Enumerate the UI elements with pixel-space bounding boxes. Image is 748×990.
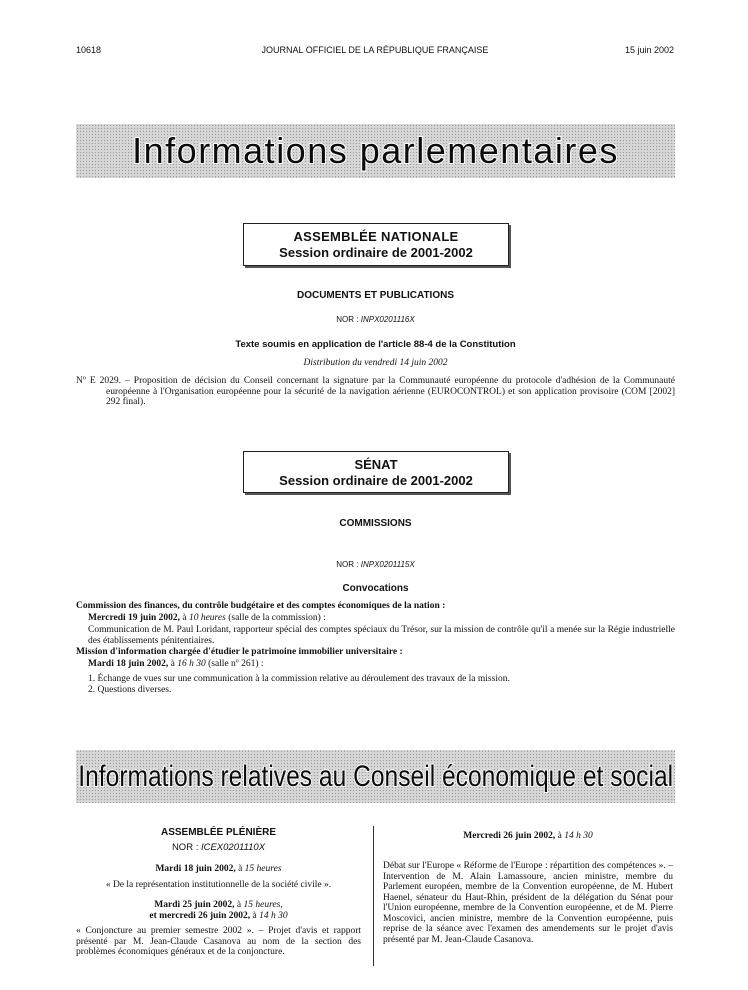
mission-item: 2. Questions diverses. — [88, 685, 172, 695]
session-subject: « Conjoncture au premier semestre 2002 ». – Projet d'avis et rapport présenté par M. Jean-Claude Casanova au nom de la section des problèmes économiques généraux et de la conjoncture. — [76, 926, 361, 957]
session-date: et mercredi 26 juin 2002, à 14 h 30 — [149, 911, 288, 921]
document-item: Nº E 2029. – Proposition de décision du Conseil concernant la signature par la Communauté européenne du protocole d'adhésion de la Communauté européenne à l'Organisation européenne pour la sécurité de la navigation aérienne (EUROCONTROL) et son application provisoire (COM [2002] 292 final). — [76, 376, 675, 407]
commission-date: Mercredi 19 juin 2002, à 10 heures (salle de la commission) : — [88, 613, 326, 623]
texte-heading: Texte soumis en application de l'article 88-4 de la Constitution — [235, 339, 516, 350]
session-date: Mercredi 26 juin 2002, à 14 h 30 — [463, 831, 593, 841]
assemblee-session: Session ordinaire de 2001-2002 — [279, 245, 473, 260]
nor-reference: NOR : INPX0201115X — [336, 560, 415, 569]
senat-session: Session ordinaire de 2001-2002 — [279, 473, 473, 488]
senat-title: SÉNAT — [354, 457, 398, 472]
mission-date: Mardi 18 juin 2002, à 16 h 30 (salle nº 261) : — [88, 659, 264, 669]
session-subject: Débat sur l'Europe « Réforme de l'Europe : répartition des compétences ». – Intervention de M. Alain Lamassoure, ancien ministre, membre du Parlement européen, membre de la Convention européenne, de M. Hubert Haenel, sénateur du Haut-Rhin, président de la délégation du Sénat pour l'Union européenne, membre de la Convention européenne, et de M. Pierre Moscovici, ancien ministre, membre de la Convention européenne, puis reprise de la séance avec l'examen des amendements sur le projet d'avis présenté par M. Jean-Claude Casanova. — [383, 861, 673, 945]
column-divider — [373, 826, 374, 966]
section-heading-documents: DOCUMENTS ET PUBLICATIONS — [296, 290, 455, 301]
convocations-heading: Convocations — [342, 583, 409, 594]
assemblee-nationale-box — [243, 223, 509, 266]
session-subject: « De la représentation institutionnelle de la société civile ». — [105, 880, 332, 890]
issue-date: 15 juin 2002 — [624, 45, 674, 55]
nor-reference: NOR : INPX0201116X — [336, 315, 415, 324]
page-number: 10618 — [76, 45, 102, 55]
mission-item: 1. Échange de vues sur une communication à la commission relative au déroulement des travaux de la mission. — [88, 674, 510, 684]
ces-heading: ASSEMBLÉE PLÉNIÈRE — [160, 827, 277, 838]
banner-conseil-economique — [76, 750, 675, 803]
section-heading-commissions: COMMISSIONS — [339, 518, 412, 529]
commission-text: Communication de M. Paul Loridant, rapporteur spécial des comptes spéciaux du Trésor, sur la mission de contrôle qu'il a menée sur la Régie industrielle des établissements pénitentiaires. — [88, 625, 675, 646]
mission-title: Mission d'information chargée d'étudier le patrimoine immobilier universitaire : — [76, 647, 403, 657]
session-date: Mardi 18 juin 2002, à 15 heures — [155, 864, 282, 874]
journal-title: JOURNAL OFFICIEL DE LA RÉPUBLIQUE FRANÇAISE — [261, 45, 489, 55]
commission-title: Commission des finances, du contrôle budgétaire et des comptes économiques de la nation : — [76, 601, 446, 611]
nor-reference: NOR : ICEX0201110X — [171, 842, 266, 853]
banner-informations-parlementaires — [76, 124, 675, 178]
session-date: Mardi 25 juin 2002, à 15 heures, — [154, 900, 283, 910]
banner-title: Informations parlementaires — [132, 130, 619, 171]
senat-box — [243, 451, 509, 493]
assemblee-title: ASSEMBLÉE NATIONALE — [293, 229, 459, 244]
banner-title: Informations relatives au Conseil économique et social — [78, 759, 673, 793]
distribution-date: Distribution du vendredi 14 juin 2002 — [303, 358, 448, 368]
